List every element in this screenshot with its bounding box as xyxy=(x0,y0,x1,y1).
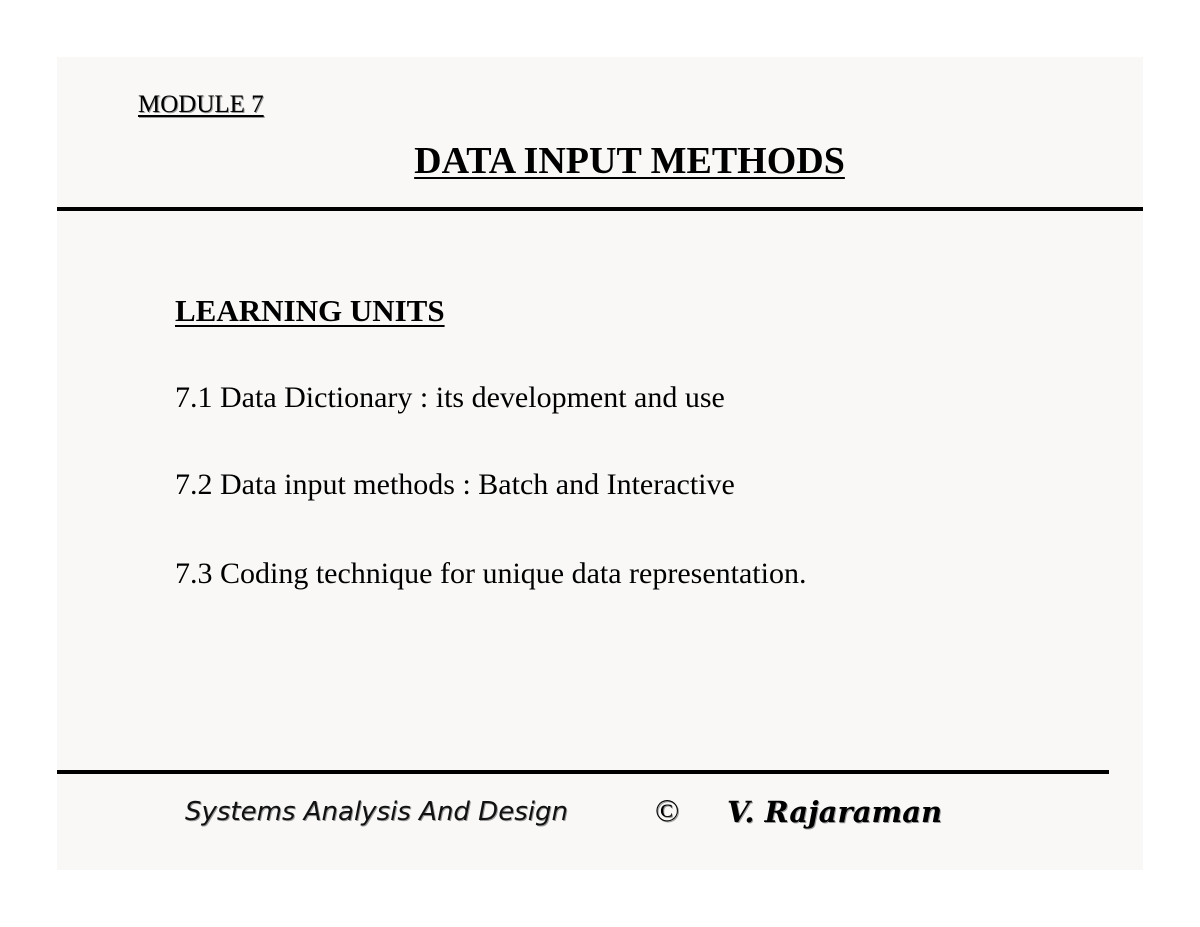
page-title: DATA INPUT METHODS xyxy=(414,140,845,182)
learning-unit-item: 7.1 Data Dictionary : its development and use xyxy=(175,381,725,414)
bottom-divider xyxy=(57,770,1109,774)
learning-unit-item: 7.2 Data input methods : Batch and Interactive xyxy=(175,468,735,501)
footer-course-title: Systems Analysis And Design xyxy=(185,797,568,827)
learning-unit-item: 7.3 Coding technique for unique data representation. xyxy=(175,557,807,590)
slide xyxy=(57,57,1143,870)
learning-units-heading: LEARNING UNITS xyxy=(175,293,445,328)
top-divider xyxy=(57,207,1143,211)
copyright-symbol: © xyxy=(655,792,680,828)
footer-author: V. Rajaraman xyxy=(727,795,943,829)
module-label: MODULE 7 xyxy=(138,91,264,118)
